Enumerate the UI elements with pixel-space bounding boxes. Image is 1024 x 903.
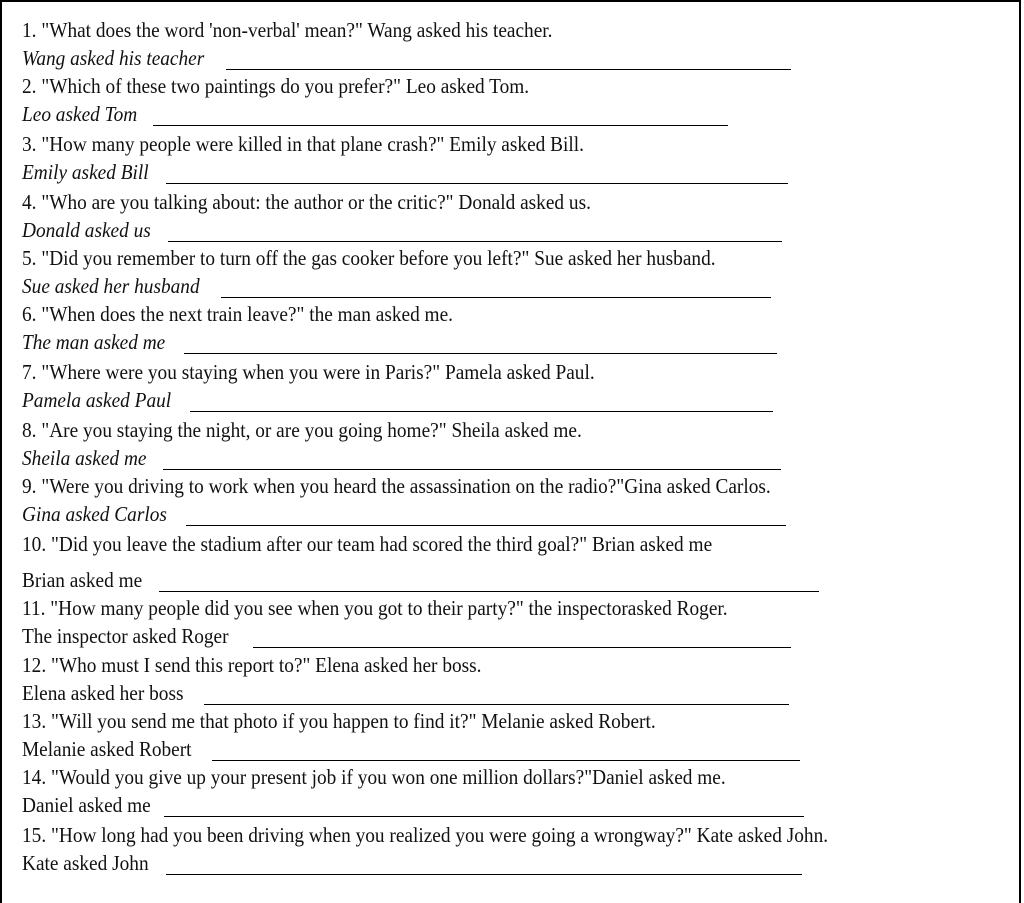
answer-blank-4[interactable]: [168, 223, 782, 242]
answer-blank-10[interactable]: [159, 573, 819, 592]
answer-blank-14[interactable]: [164, 798, 804, 817]
answer-line-11: [22, 624, 791, 648]
answer-blank-2[interactable]: [153, 107, 728, 126]
answer-blank-3[interactable]: [166, 165, 788, 184]
question-1: 1. "What does the word 'non-verbal' mean?" Wang asked his teacher.: [22, 18, 553, 42]
question-11: 11. "How many people did you see when you got to their party?" the inspectorasked Roger.: [22, 596, 728, 620]
answer-line-8: [22, 446, 781, 470]
answer-lead-6: The man asked me: [22, 330, 166, 354]
answer-line-9: [22, 502, 786, 526]
answer-lead-14: Daniel asked me: [22, 793, 151, 817]
answer-lead-9: Gina asked Carlos: [22, 502, 167, 526]
question-5: 5. "Did you remember to turn off the gas cooker before you left?" Sue asked her husband.: [22, 246, 716, 270]
answer-line-1: [22, 46, 791, 70]
answer-line-12: [22, 681, 789, 705]
answer-line-15: [22, 851, 802, 875]
question-9: 9. "Were you driving to work when you heard the assassination on the radio?"Gina asked Carlos.: [22, 474, 771, 498]
answer-line-3: [22, 160, 788, 184]
answer-line-14: [22, 793, 804, 817]
question-7: 7. "Where were you staying when you were in Paris?" Pamela asked Paul.: [22, 360, 595, 384]
answer-lead-12: Elena asked her boss: [22, 681, 184, 705]
answer-blank-8[interactable]: [163, 451, 781, 470]
answer-line-7: [22, 388, 773, 412]
question-15: 15. "How long had you been driving when you realized you were going a wrongway?" Kate asked John.: [22, 823, 829, 847]
answer-lead-10: Brian asked me: [22, 568, 143, 592]
question-6: 6. "When does the next train leave?" the man asked me.: [22, 302, 454, 326]
question-3: 3. "How many people were killed in that plane crash?" Emily asked Bill.: [22, 132, 584, 156]
answer-lead-1: Wang asked his teacher: [22, 46, 205, 70]
answer-blank-1[interactable]: [226, 51, 791, 70]
answer-line-4: [22, 218, 782, 242]
answer-line-13: [22, 737, 800, 761]
question-13: 13. "Will you send me that photo if you happen to find it?" Melanie asked Robert.: [22, 709, 656, 733]
answer-blank-15[interactable]: [166, 856, 802, 875]
question-4: 4. "Who are you talking about: the author or the critic?" Donald asked us.: [22, 190, 591, 214]
question-12: 12. "Who must I send this report to?" Elena asked her boss.: [22, 653, 482, 677]
answer-lead-8: Sheila asked me: [22, 446, 147, 470]
answer-blank-7[interactable]: [190, 393, 773, 412]
answer-lead-2: Leo asked Tom: [22, 102, 138, 126]
question-10: 10. "Did you leave the stadium after our team had scored the third goal?" Brian asked me: [22, 532, 713, 556]
question-8: 8. "Are you staying the night, or are you going home?" Sheila asked me.: [22, 418, 582, 442]
answer-lead-13: Melanie asked Robert: [22, 737, 192, 761]
answer-lead-4: Donald asked us: [22, 218, 151, 242]
answer-blank-11[interactable]: [253, 629, 791, 648]
answer-blank-13[interactable]: [212, 742, 800, 761]
question-2: 2. "Which of these two paintings do you prefer?" Leo asked Tom.: [22, 74, 530, 98]
answer-line-10: [22, 568, 819, 592]
answer-lead-3: Emily asked Bill: [22, 160, 149, 184]
answer-lead-5: Sue asked her husband: [22, 274, 200, 298]
answer-line-6: [22, 330, 777, 354]
answer-lead-7: Pamela asked Paul: [22, 388, 172, 412]
question-14: 14. "Would you give up your present job if you won one million dollars?"Daniel asked me.: [22, 765, 726, 789]
answer-blank-6[interactable]: [184, 335, 777, 354]
answer-blank-5[interactable]: [221, 279, 771, 298]
answer-blank-12[interactable]: [204, 686, 789, 705]
answer-line-5: [22, 274, 771, 298]
answer-lead-15: Kate asked John: [22, 851, 149, 875]
answer-line-2: [22, 102, 728, 126]
answer-blank-9[interactable]: [186, 507, 786, 526]
answer-lead-11: The inspector asked Roger: [22, 624, 229, 648]
